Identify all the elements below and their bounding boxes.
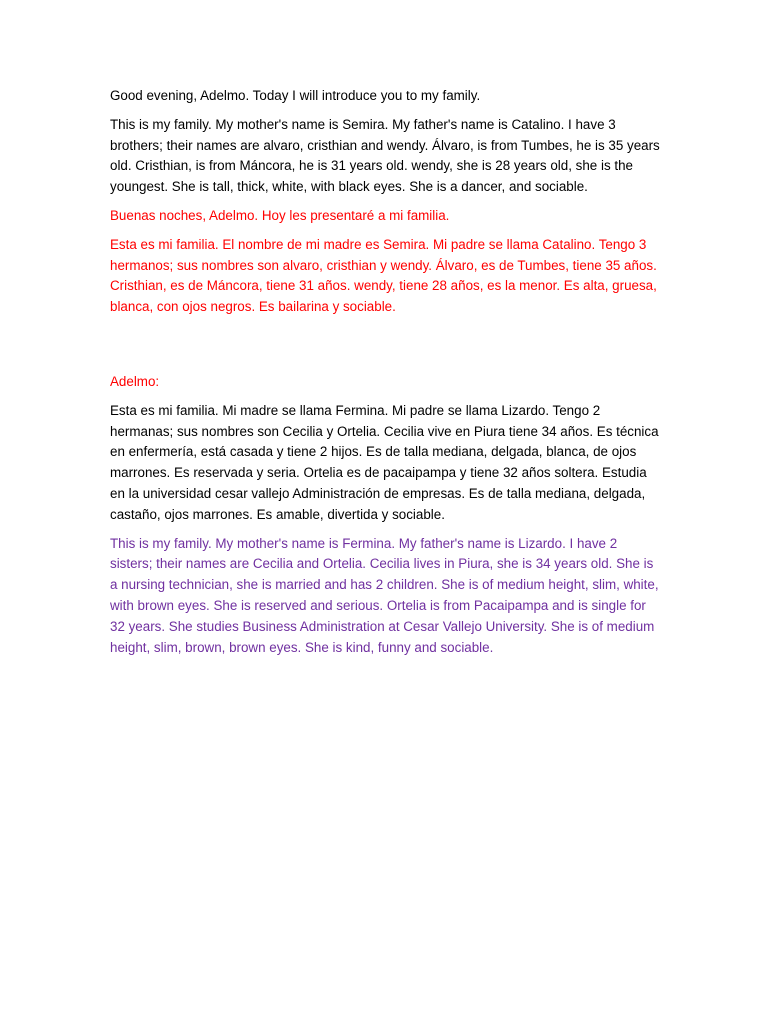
document-page [110,86,660,666]
greeting-english: Good evening, Adelmo. Today I will introduce you to my family. [110,88,481,103]
reply-description-spanish: Esta es mi familia. Mi madre se llama Fermina. Mi padre se llama Lizardo. Tengo 2 hermanas; sus nombres son Cecilia y Ortelia. Cecilia vive en Piura tiene 34 años. Es técnica en enfermería, está casada y tiene 2 hijos. Es de talla mediana, delgada, blanca, de ojos marrones. Es reservada y seria. Ortelia es de pacaipampa y tiene 32 años soltera. Estudia en la universidad cesar vallejo Administración de empresas. Es de talla mediana, delgada, castaño, ojos marrones. Es amable, divertida y sociable. [110,402,659,522]
blank-space [110,326,660,372]
family-description-english: This is my family. My mother's name is Semira. My father's name is Catalino. I have 3 brothers; their names are alvaro, cristhian and wendy. Álvaro, is from Tumbes, he is 35 years old. Cristhian, is from Máncora, he is 31 years old. wendy, she is 28 years old, she is the youngest. She is tall, thick, white, with black eyes. She is a dancer, and sociable. [110,116,660,195]
reply-description-english: This is my family. My mother's name is Fermina. My father's name is Lizardo. I have 2 sisters; their names are Cecilia and Ortelia. Cecilia lives in Piura, she is 34 years old. She is a nursing technician, she is married and has 2 children. She is of medium height, slim, white, with brown eyes. She is reserved and serious. Ortelia is from Pacaipampa and is single for 32 years. She studies Business Administration at Cesar Vallejo University. She is of medium height, slim, brown, brown eyes. She is kind, funny and sociable. [110,535,659,655]
family-description-spanish: Esta es mi familia. El nombre de mi madre es Semira. Mi padre se llama Catalino. Tengo 3 hermanos; sus nombres son alvaro, cristhian y wendy. Álvaro, es de Tumbes, tiene 35 años. Cristhian, es de Máncora, tiene 31 años. wendy, tiene 28 años, es la menor. Es alta, gruesa, blanca, con ojos negros. Es bailarina y sociable. [110,236,657,315]
greeting-spanish: Buenas noches, Adelmo. Hoy les presentaré a mi familia. [110,207,450,223]
reply-heading: Adelmo: [110,373,160,389]
